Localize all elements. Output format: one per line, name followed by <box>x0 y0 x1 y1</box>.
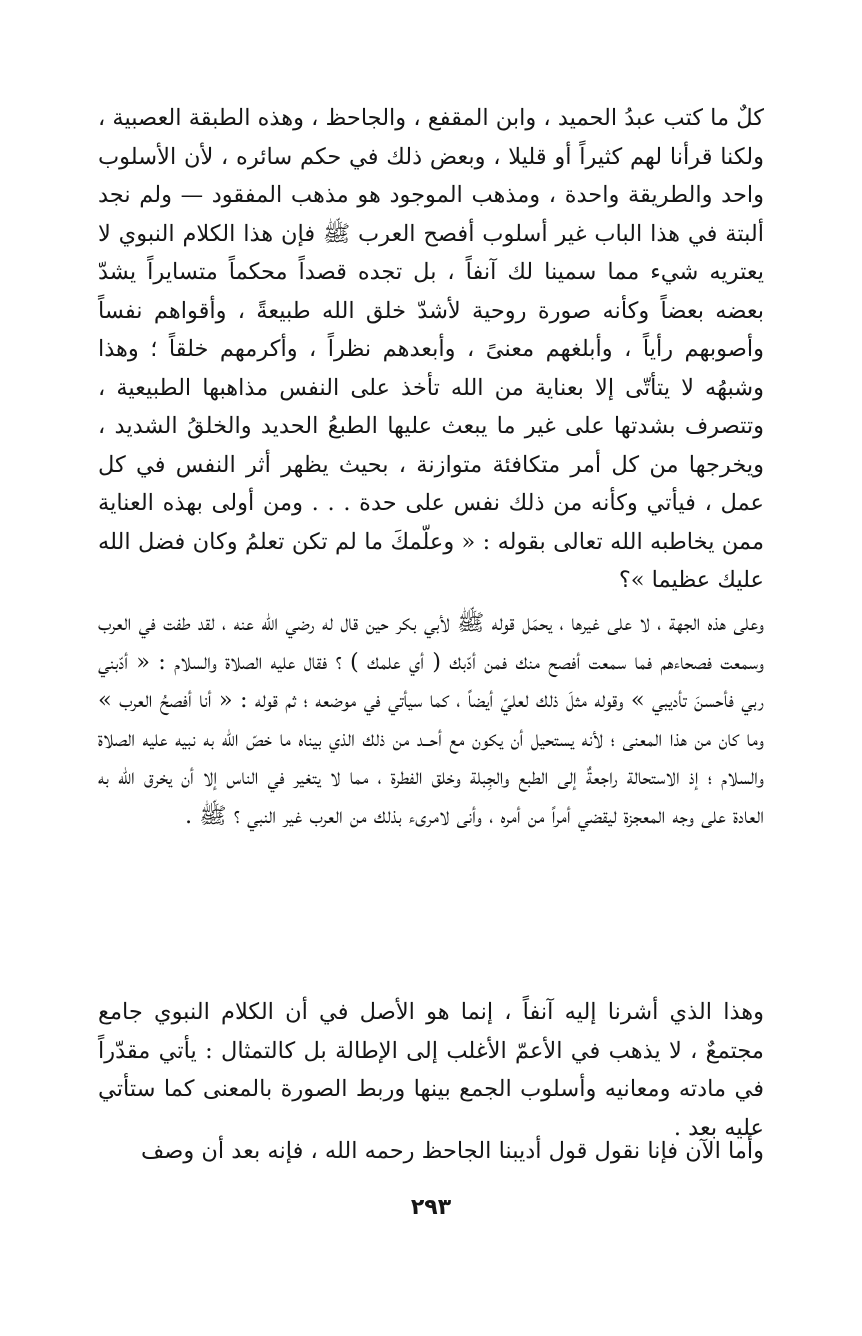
paragraph-4: وأما الآن فإنا نقول قول أديبنا الجاحظ رحمه الله ، فإنه بعد أن وصف <box>140 1138 764 1164</box>
page-number: ٢٩٣ <box>410 1195 452 1220</box>
paragraph-2: وعلى هذه الجهة ، لا على غيرها ، يحمَل قوله ﷺ لأبي بكر حين قال له رضي الله عنه ، لقد طفت في العرب وسمعت فصحاءهم فما سمعت أفصح منك فمن أدّبك ( أي علمك ) ؟ فقال عليه الصلاة والسلام : « أدّبني ربي فأحسنَ تأديبي » وقوله مثلَ ذلك لعليّ أيضاً ، كما سيأتي في موضعه ؛ ثم قوله : « أنا أفصحُ العرب » وما كان من هذا المعنى ؛ لأنه يستحيل أن يكون مع أحــد من ذلك الذي بيناه ما خصّ الله به نبيه عليه الصلاة والسلام ؛ إذ الاستحالة راجعةٌ إلى الطبع والجِبلة وخلق الفطرة ، مما لا يتغير في الناس إلا أن يخرق الله به العادة على وجه المعجزة ليقضي أمراً من أمره ، وأنى لامرىء بذلك من العرب غير النبي ؟ ﷺ . <box>98 610 764 829</box>
paragraph-1: كلٌ ما كتب عبدُ الحميد ، وابن المقفع ، والجاحظ ، وهذه الطبقة العصبية ، ولكنا قرأنا لهم كثيراً أو قليلا ، وبعض ذلك في حكم سائره ، لأن الأسلوب واحد والطريقة واحدة ، ومذهب الموجود هو مذهب المفقود — ولم نجد ألبتة في هذا الباب غير أسلوب أفصح العرب ﷺ فإن هذا الكلام النبوي لا يعتريه شيء مما سمينا لك آنفاً ، بل تجده قصداً محكماً متسايراً يشدّ بعضه بعضاً وكأنه صورة روحية لأشدّ خلق الله طبيعةً ، وأقواهم نفساً وأصوبهم رأياً ، وأبلغهم معنىً ، وأبعدهم نظراً ، وأكرمهم خلقاً ؛ وهذا وشبهُه لا يتأتّى إلا بعناية من الله تأخذ على النفس مذاهبها الطبيعية ، وتتصرف بشدتها على غير ما يبعث عليها الطبعُ الحديد والخلقُ الشديد ، ويخرجها من كل أمر متكافئة متوازنة ، بحيث يظهر أثر النفس في كل عمل ، فيأتي وكأنه من ذلك نفس على حدة . . . ومن أولى بهذه العناية ممن يخاطبه الله تعالى بقوله : « وعلّمكَ ما لم تكن تعلمُ وكان فضل الله عليك عظيما »؟ <box>98 105 764 593</box>
paragraph-3: وهذا الذي أشرنا إليه آنفاً ، إنما هو الأصل في أن الكلام النبوي جامع مجتمعٌ ، لا يذهب في الأعمّ الأغلب إلى الإطالة بل كالتمثال : يأتي مقدّراً في مادته ومعانيه وأسلوب الجمع بينها وربط الصورة بالمعنى كما ستأتي عليه بعد . <box>98 999 764 1141</box>
